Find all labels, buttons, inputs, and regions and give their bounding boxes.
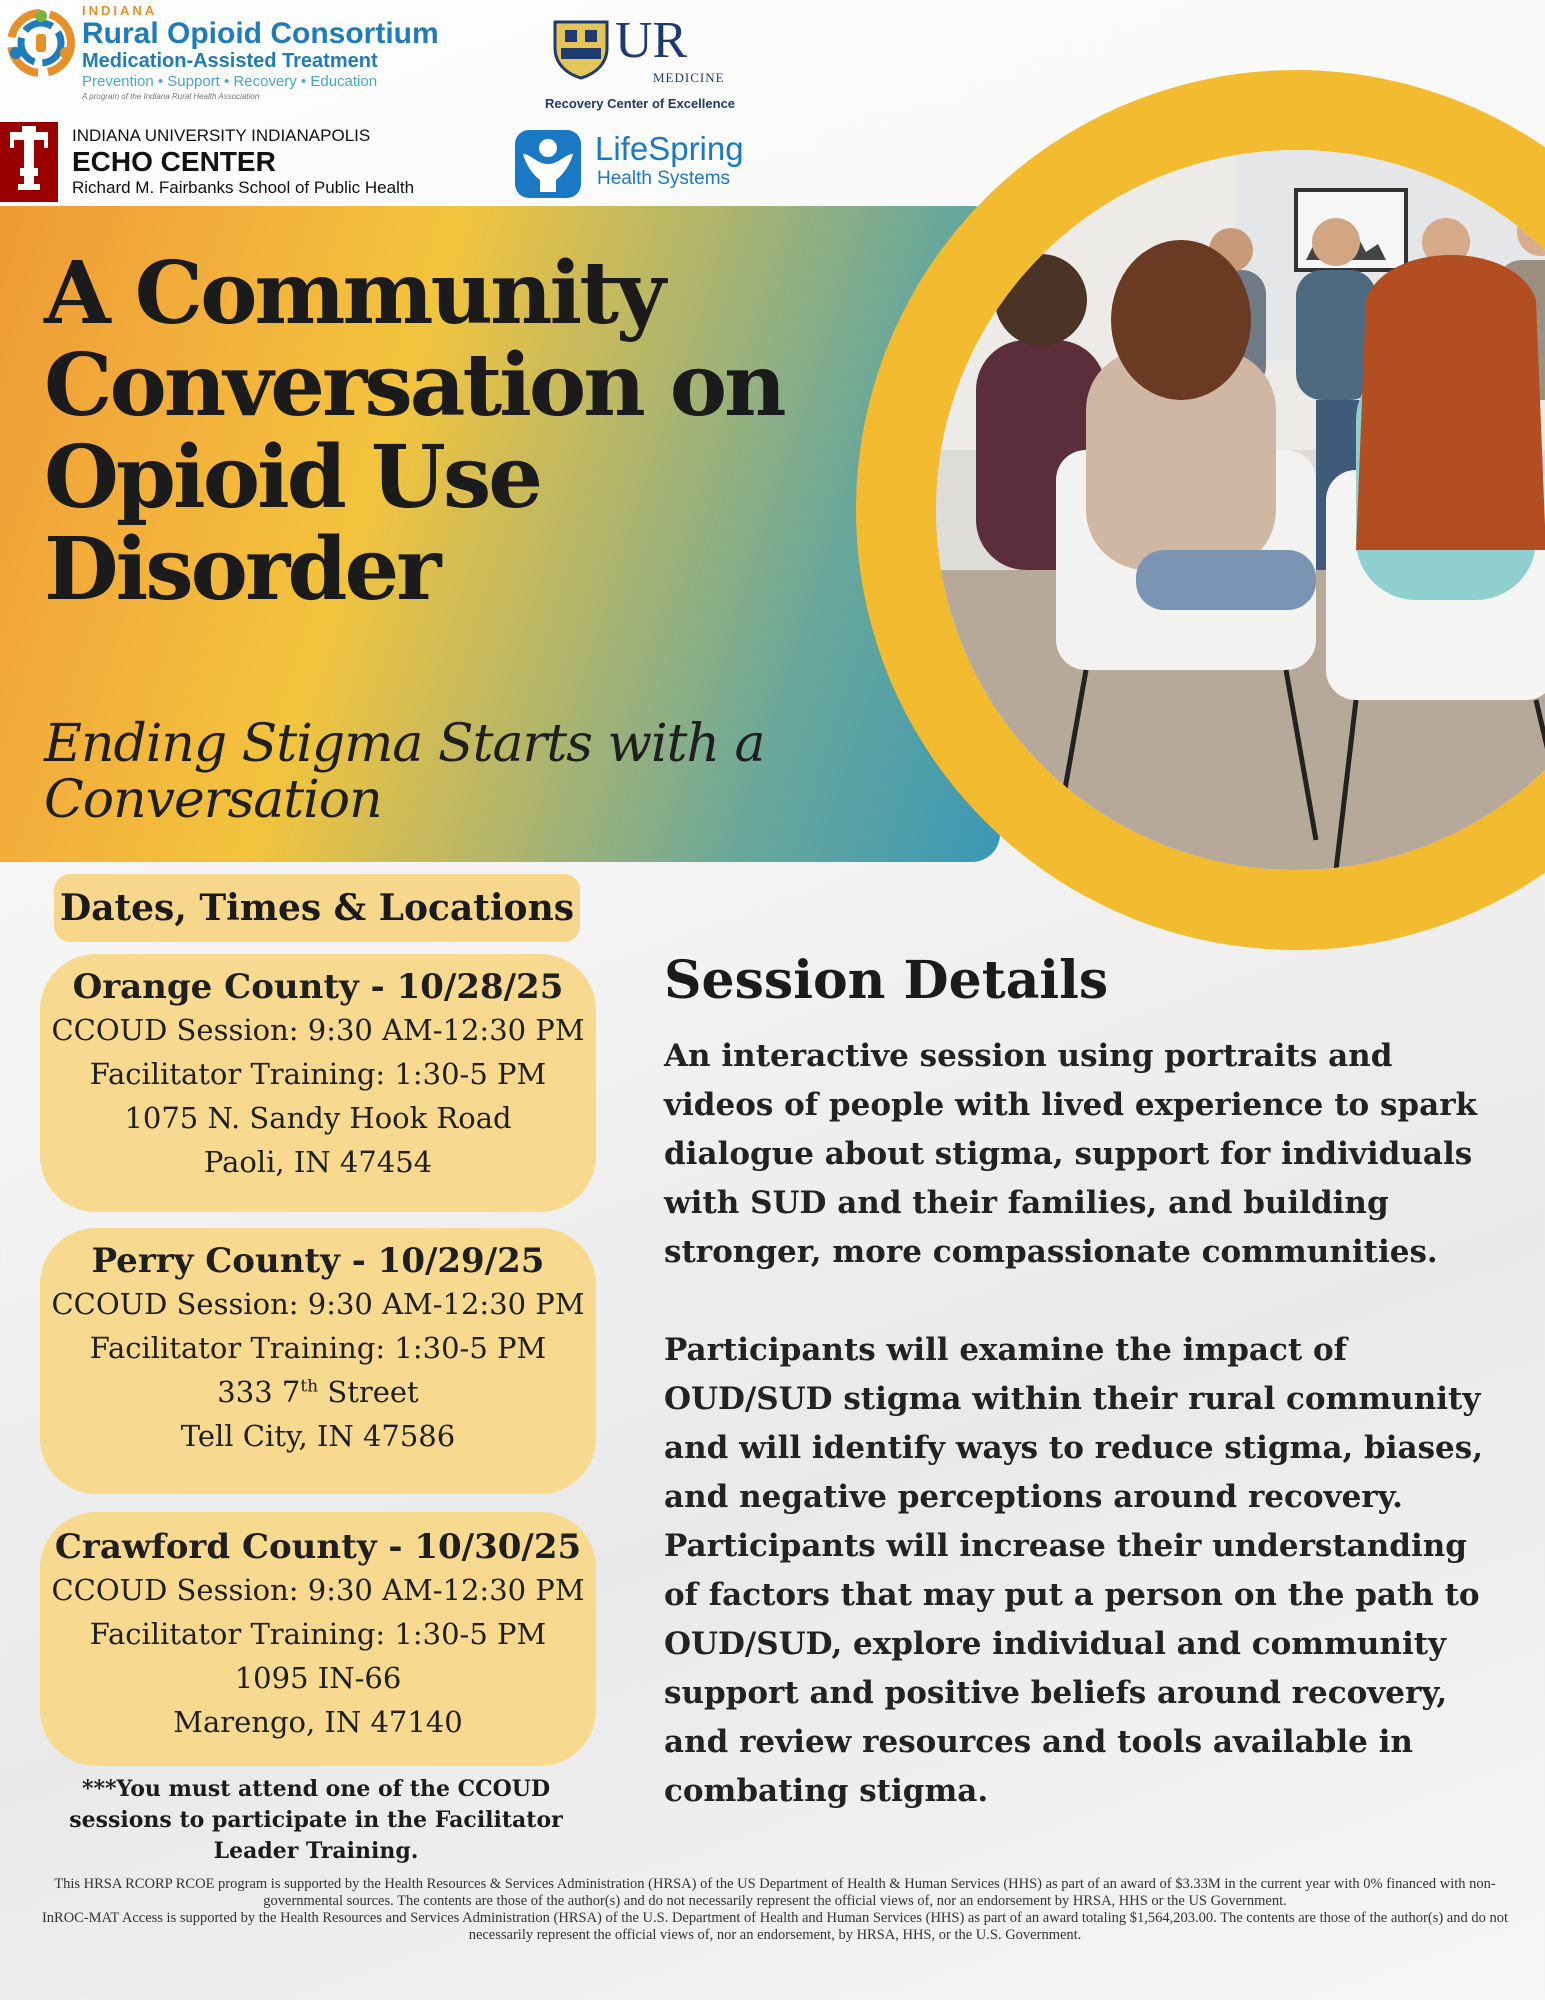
roc-tagline: Prevention • Support • Recovery • Education	[82, 73, 378, 90]
location-training-time: Facilitator Training: 1:30-5 PM	[89, 1057, 547, 1091]
session-objectives-paragraph: Participants will examine the impact of OUD/SUD stigma within their rural community and will identify ways to reduce stigma, biases, and negative perceptions around recovery. Participants will increase their understanding of factors that may put a person on the path to OUD/SUD, explore individual and community support and positive beliefs around recovery, and review resources and tools available in combating stigma.	[664, 1332, 1483, 1809]
location-training-time: Facilitator Training: 1:30-5 PM	[89, 1331, 547, 1365]
roc-people-circle-icon	[6, 8, 76, 78]
roc-kicker: INDIANA	[82, 3, 158, 18]
dates-heading: Dates, Times & Locations	[54, 874, 580, 942]
location-card-orange-county	[40, 954, 596, 1212]
location-card-perry-county	[40, 1228, 596, 1494]
location-training-time: Facilitator Training: 1:30-5 PM	[89, 1617, 547, 1651]
roc-program-note: A program of the Indiana Rural Health Association	[82, 92, 260, 101]
funding-disclaimer	[40, 1876, 1510, 1944]
session-details-heading: Session Details	[664, 950, 1109, 1011]
rural-opioid-consortium-logo	[4, 4, 484, 112]
location-title: Crawford County - 10/30/25	[54, 1527, 582, 1567]
location-address: 1095 IN-66	[234, 1661, 402, 1695]
ur-shield-icon	[551, 18, 611, 80]
location-title: Orange County - 10/28/25	[72, 967, 564, 1007]
location-title: Perry County - 10/29/25	[91, 1241, 545, 1281]
ur-letters: UR	[615, 12, 688, 69]
lifespring-name: LifeSpring	[595, 130, 744, 167]
location-address	[40, 1370, 596, 1414]
address-ordinal-suffix: th	[300, 1376, 319, 1397]
location-city: Paoli, IN 47454	[203, 1145, 433, 1179]
page-title: A Community Conversation on Opioid Use Disorder	[44, 243, 784, 620]
location-session-time: CCOUD Session: 9:30 AM-12:30 PM	[51, 1013, 585, 1047]
lifespring-logo	[515, 126, 765, 202]
location-city: Tell City, IN 47586	[180, 1419, 456, 1453]
inroc-disclaimer: InROC-MAT Access is supported by the Health Resources and Services Administration (HRSA) of the U.S. Department of Health and Human Services (HHS) as part of an award totaling $1,564,203.00. The contents are those of the author(s) and do not necessarily represent the official views of, nor an endorsement, by HRSA, HHS, or the U.S. Government.	[41, 1910, 1509, 1943]
lifespring-figure-icon	[515, 130, 581, 198]
lifespring-subtitle: Health Systems	[597, 168, 731, 189]
iu-university-name: INDIANA UNIVERSITY INDIANAPOLIS	[72, 126, 371, 145]
location-city: Marengo, IN 47140	[173, 1705, 463, 1739]
session-description-paragraph: An interactive session using portraits and videos of people with lived experience to spark dialogue about stigma, support for individuals with SUD and their families, and building stronger, more compassionate communities.	[664, 1038, 1478, 1270]
roc-name: Rural Opioid Consortium	[82, 17, 439, 50]
location-address: 1075 N. Sandy Hook Road	[124, 1101, 512, 1135]
iu-echo-center-logo	[0, 118, 430, 204]
iu-school-name: Richard M. Fairbanks School of Public Health	[72, 178, 415, 197]
ur-recovery-center-label: Recovery Center of Excellence	[545, 96, 736, 111]
address-street: Street	[318, 1375, 419, 1409]
location-session-time: CCOUD Session: 9:30 AM-12:30 PM	[51, 1573, 585, 1607]
location-session-time: CCOUD Session: 9:30 AM-12:30 PM	[51, 1287, 585, 1321]
ur-medicine-logo	[545, 10, 735, 115]
iu-trident-icon	[0, 122, 58, 202]
ur-medicine-label: MEDICINE	[653, 70, 725, 85]
iu-echo-center-name: ECHO CENTER	[72, 146, 276, 177]
hrsa-disclaimer: This HRSA RCORP RCOE program is supported by the Health Resources & Services Administration (HRSA) of the US Department of Health & Human Services (HHS) as part of an award of $3.33M in the current year with 0% financed with non-governmental sources. The contents are those of the author(s) and do not necessarily represent the official views of, nor an endorsement by HRSA, HHS or the US Government.	[54, 1876, 1496, 1909]
address-number: 333 7	[217, 1375, 301, 1409]
page-subtitle: Ending Stigma Starts with a Conversation	[44, 714, 765, 830]
location-card-crawford-county	[40, 1512, 596, 1766]
roc-subtitle: Medication-Assisted Treatment	[82, 50, 378, 72]
attendance-requirement-note: ***You must attend one of the CCOUD sessions to participate in the Facilitator Leader Training.	[69, 1776, 563, 1864]
